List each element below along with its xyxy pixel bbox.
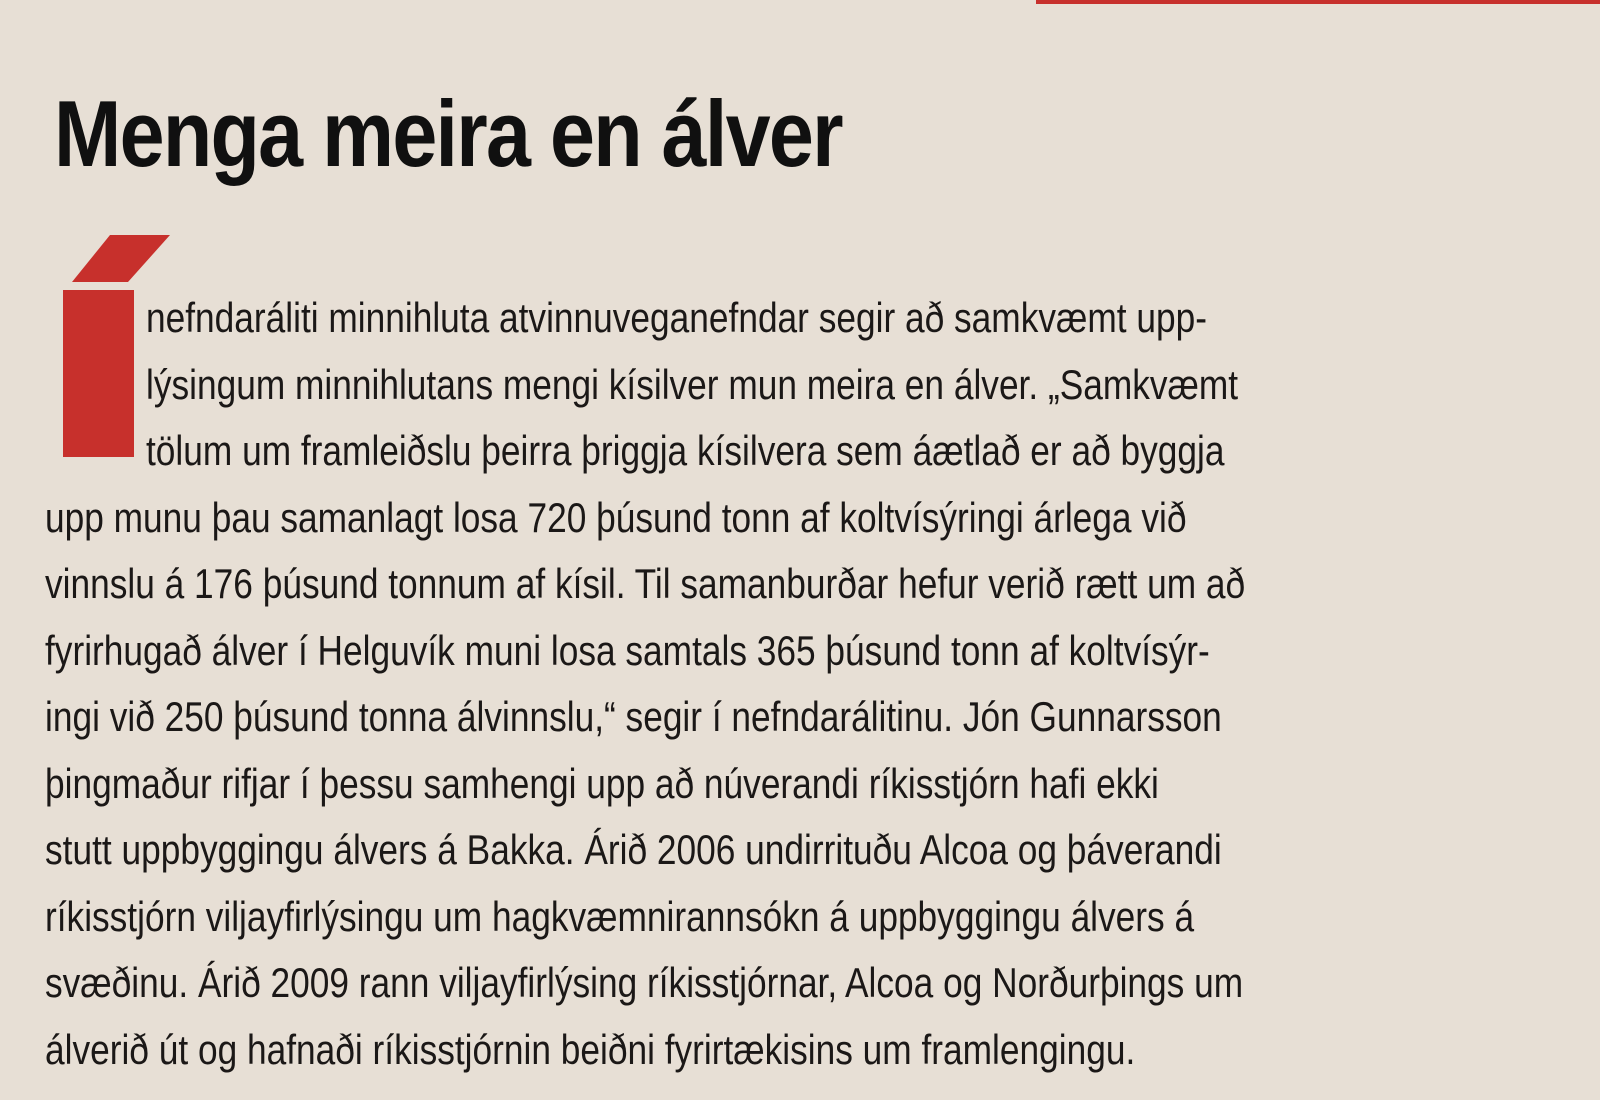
body-line-12: álverið út og hafnaði ríkisstjórnin beiðni fyrirtækisins um framlengingu. [45, 1025, 1136, 1073]
body-line-11: svæðinu. Árið 2009 rann viljayfirlýsing ríkisstjórnar, Alcoa og Norðurþings um [45, 959, 1244, 1006]
body-line-1: nefndaráliti minnihluta atvinnuveganefndar segir að samkvæmt upp- [146, 294, 1207, 341]
body-line-8: þingmaður rifjar í þessu samhengi upp að núverandi ríkisstjórn hafi ekki [45, 759, 1159, 807]
article-headline: Menga meira en álver [54, 81, 842, 186]
body-line-10: ríkisstjórn viljayfirlýsingu um hagkvæmnirannsókn á uppbyggingu álvers á [45, 892, 1195, 940]
body-line-5: vinnslu á 176 þúsund tonnum af kísil. Til samanburðar hefur verið rætt um að [45, 560, 1246, 607]
article-body [45, 285, 1565, 1083]
body-line-3: tölum um framleiðslu þeirra þriggja kísilvera sem áætlað er að byggja [146, 427, 1225, 474]
body-line-7: ingi við 250 þúsund tonna álvinnslu,“ segir í nefndarálitinu. Jón Gunnarsson [45, 693, 1222, 740]
body-line-2: lýsingum minnihlutans mengi kísilver mun meira en álver. „Samkvæmt [146, 360, 1239, 408]
body-line-9: stutt uppbyggingu álvers á Bakka. Árið 2006 undirrituðu Alcoa og þáverandi [45, 826, 1222, 873]
top-accent-rule [1036, 0, 1600, 4]
body-line-4: upp munu þau samanlagt losa 720 þúsund tonn af koltvísýringi árlega við [45, 493, 1187, 541]
body-line-6: fyrirhugað álver í Helguvík muni losa samtals 365 þúsund tonn af koltvísýr- [45, 626, 1210, 674]
